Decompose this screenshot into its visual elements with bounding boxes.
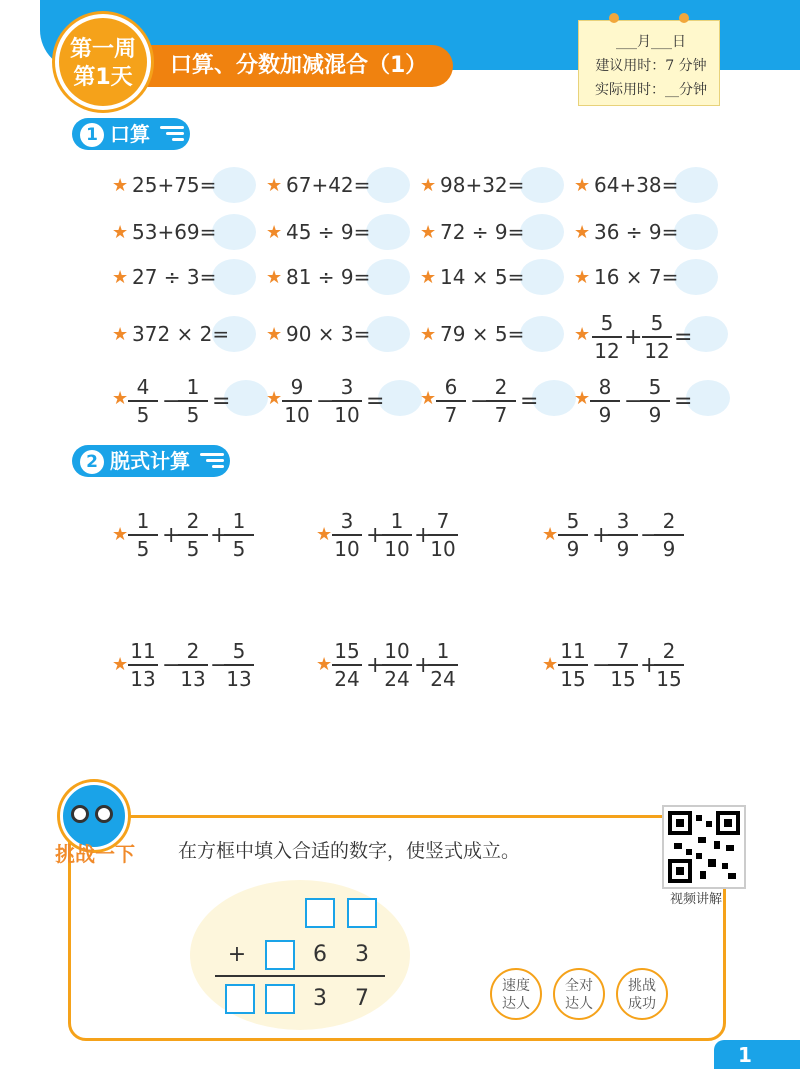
answer-blob <box>674 259 718 295</box>
star-icon: ★ <box>112 654 129 675</box>
fraction <box>592 312 622 362</box>
denominator: 13 <box>226 667 252 691</box>
numerator: 10 <box>382 640 412 666</box>
star-icon: ★ <box>542 654 559 675</box>
fraction <box>178 640 208 690</box>
star-icon: ★ <box>112 175 129 196</box>
denominator: 13 <box>180 667 206 691</box>
operator: − <box>640 523 659 548</box>
answer-blob <box>674 167 718 203</box>
fraction <box>128 376 158 426</box>
star-icon: ★ <box>574 175 591 196</box>
fraction <box>608 510 638 560</box>
denominator: 10 <box>430 537 456 561</box>
answer-blob <box>520 167 564 203</box>
note-suggest: 建议用时：7 分钟 <box>595 58 707 74</box>
page-title: 口算、分数加减混合（1） <box>120 45 453 87</box>
answer-blob <box>212 167 256 203</box>
denominator: 7 <box>494 403 508 427</box>
denominator: 10 <box>384 537 410 561</box>
numerator: 1 <box>382 510 412 536</box>
problem: 79 × 5= <box>440 322 525 346</box>
challenge-instruction: 在方框中填入合适的数字，使竖式成立。 <box>178 840 521 862</box>
star-icon: ★ <box>266 388 283 409</box>
numerator: 3 <box>608 510 638 536</box>
star-icon: ★ <box>574 267 591 288</box>
answer-blob <box>366 214 410 250</box>
numerator: 9 <box>282 376 312 402</box>
numerator: 1 <box>224 510 254 536</box>
numerator: 5 <box>558 510 588 536</box>
denominator: 5 <box>186 537 200 561</box>
star-icon: ★ <box>266 267 283 288</box>
problem: 90 × 3= <box>286 322 371 346</box>
star-icon: ★ <box>266 175 283 196</box>
star-icon: ★ <box>574 324 591 345</box>
problem: 372 × 2= <box>132 322 230 346</box>
denominator: 15 <box>560 667 586 691</box>
fraction <box>178 376 208 426</box>
denominator: 12 <box>644 339 670 363</box>
star-icon: ★ <box>316 654 333 675</box>
fraction <box>128 640 158 690</box>
operator: + <box>366 523 385 548</box>
denominator: 24 <box>334 667 360 691</box>
operator: + <box>162 523 181 548</box>
numerator: 5 <box>592 312 622 338</box>
week-day-badge <box>55 14 151 110</box>
problem: 27 ÷ 3= <box>132 265 217 289</box>
qr-code-icon[interactable] <box>662 805 746 889</box>
answer-blob <box>212 259 256 295</box>
pin-icon <box>609 13 619 23</box>
fraction <box>558 510 588 560</box>
numerator: 1 <box>128 510 158 536</box>
numerator: 4 <box>128 376 158 402</box>
fraction <box>128 510 158 560</box>
star-icon: ★ <box>112 524 129 545</box>
problem: 53+69= <box>132 220 217 244</box>
sum-line <box>215 975 385 977</box>
challenge-label: 挑战一下 <box>55 842 135 866</box>
fraction <box>608 640 638 690</box>
badge-week: 第一周 <box>69 37 136 62</box>
denominator: 5 <box>136 403 150 427</box>
fraction <box>332 510 362 560</box>
denominator: 15 <box>656 667 682 691</box>
denominator: 12 <box>594 339 620 363</box>
award-badge <box>616 968 668 1020</box>
time-note <box>578 20 720 106</box>
equals: = <box>674 389 693 414</box>
operator: + <box>414 653 433 678</box>
answer-box[interactable] <box>265 984 295 1014</box>
numerator: 7 <box>428 510 458 536</box>
award-line1: 全对 <box>565 978 593 994</box>
operator: − <box>162 389 181 414</box>
answer-box[interactable] <box>265 940 295 970</box>
denominator: 24 <box>430 667 456 691</box>
numerator: 2 <box>654 640 684 666</box>
numerator: 8 <box>590 376 620 402</box>
star-icon: ★ <box>574 388 591 409</box>
problem: 16 × 7= <box>594 265 679 289</box>
answer-blob <box>520 316 564 352</box>
numerator: 5 <box>642 312 672 338</box>
fraction <box>332 376 362 426</box>
digit: 3 <box>313 986 327 1011</box>
star-icon: ★ <box>266 222 283 243</box>
numerator: 2 <box>178 640 208 666</box>
denominator: 9 <box>616 537 630 561</box>
denominator: 10 <box>284 403 310 427</box>
operator: + <box>640 653 659 678</box>
fraction <box>436 376 466 426</box>
star-icon: ★ <box>420 175 437 196</box>
fraction <box>178 510 208 560</box>
numerator: 5 <box>224 640 254 666</box>
award-badge <box>490 968 542 1020</box>
numerator: 5 <box>640 376 670 402</box>
numerator: 1 <box>178 376 208 402</box>
star-icon: ★ <box>316 524 333 545</box>
section-heading-steps <box>72 445 230 477</box>
star-icon: ★ <box>112 388 129 409</box>
problem: 36 ÷ 9= <box>594 220 679 244</box>
digit: 6 <box>313 942 327 967</box>
denominator: 5 <box>136 537 150 561</box>
equals: = <box>366 389 385 414</box>
operator: + <box>624 325 643 350</box>
fraction <box>590 376 620 426</box>
badge-day: 第1天 <box>73 65 133 90</box>
fraction <box>640 376 670 426</box>
problem: 98+32= <box>440 173 525 197</box>
answer-blob <box>212 214 256 250</box>
award-line2: 达人 <box>502 996 530 1012</box>
fraction <box>332 640 362 690</box>
award-line2: 成功 <box>628 996 656 1012</box>
fraction <box>224 510 254 560</box>
award-badge <box>553 968 605 1020</box>
numerator: 11 <box>128 640 158 666</box>
fraction <box>486 376 516 426</box>
lines-icon <box>200 453 224 471</box>
numerator: 2 <box>178 510 208 536</box>
numerator: 6 <box>436 376 466 402</box>
numerator: 1 <box>428 640 458 666</box>
star-icon: ★ <box>420 222 437 243</box>
fraction <box>654 640 684 690</box>
fraction <box>428 510 458 560</box>
plus-sign: + <box>227 942 247 967</box>
answer-blob <box>366 259 410 295</box>
problem: 72 ÷ 9= <box>440 220 525 244</box>
denominator: 15 <box>610 667 636 691</box>
numerator: 11 <box>558 640 588 666</box>
section-number: 1 <box>80 123 104 147</box>
operator: − <box>592 653 611 678</box>
numerator: 2 <box>654 510 684 536</box>
answer-box[interactable] <box>347 898 377 928</box>
section-number: 2 <box>80 450 104 474</box>
answer-box[interactable] <box>305 898 335 928</box>
problem: 45 ÷ 9= <box>286 220 371 244</box>
award-line1: 挑战 <box>628 978 656 994</box>
note-date: ___月___日 <box>616 34 686 50</box>
award-line2: 达人 <box>565 996 593 1012</box>
equals: = <box>674 325 693 350</box>
section-label: 脱式计算 <box>110 449 190 473</box>
section-label: 口算 <box>110 122 150 146</box>
numerator: 3 <box>332 510 362 536</box>
denominator: 7 <box>444 403 458 427</box>
equals: = <box>212 389 231 414</box>
problem: 81 ÷ 9= <box>286 265 371 289</box>
note-actual: 实际用时：__分钟 <box>595 82 707 98</box>
fraction <box>558 640 588 690</box>
problem: 25+75= <box>132 173 217 197</box>
denominator: 9 <box>598 403 612 427</box>
denominator: 9 <box>662 537 676 561</box>
answer-blob <box>366 167 410 203</box>
answer-blob <box>224 380 268 416</box>
numerator: 3 <box>332 376 362 402</box>
denominator: 13 <box>130 667 156 691</box>
problem: 64+38= <box>594 173 679 197</box>
numerator: 2 <box>486 376 516 402</box>
operator: − <box>316 389 335 414</box>
answer-blob <box>520 214 564 250</box>
fraction <box>642 312 672 362</box>
denominator: 10 <box>334 403 360 427</box>
answer-blob <box>686 380 730 416</box>
operator: − <box>162 653 181 678</box>
page-number: 1 <box>714 1040 800 1069</box>
operator: + <box>210 523 229 548</box>
fraction <box>382 510 412 560</box>
answer-blob <box>366 316 410 352</box>
star-icon: ★ <box>112 222 129 243</box>
star-icon: ★ <box>542 524 559 545</box>
denominator: 9 <box>648 403 662 427</box>
qr-label: 视频讲解 <box>670 892 723 907</box>
pin-icon <box>679 13 689 23</box>
operator: − <box>210 653 229 678</box>
fraction <box>224 640 254 690</box>
answer-blob <box>532 380 576 416</box>
problem: 67+42= <box>286 173 371 197</box>
answer-box[interactable] <box>225 984 255 1014</box>
operator: − <box>624 389 643 414</box>
answer-blob <box>520 259 564 295</box>
numerator: 7 <box>608 640 638 666</box>
fraction <box>382 640 412 690</box>
section-heading-mental <box>72 118 190 150</box>
star-icon: ★ <box>420 324 437 345</box>
answer-blob <box>674 214 718 250</box>
fraction <box>282 376 312 426</box>
numerator: 15 <box>332 640 362 666</box>
operator: + <box>414 523 433 548</box>
star-icon: ★ <box>112 324 129 345</box>
denominator: 5 <box>186 403 200 427</box>
star-icon: ★ <box>574 222 591 243</box>
operator: + <box>366 653 385 678</box>
denominator: 10 <box>334 537 360 561</box>
fraction <box>428 640 458 690</box>
denominator: 5 <box>232 537 246 561</box>
award-line1: 速度 <box>502 978 530 994</box>
operator: − <box>470 389 489 414</box>
digit: 7 <box>355 986 369 1011</box>
star-icon: ★ <box>420 267 437 288</box>
star-icon: ★ <box>420 388 437 409</box>
denominator: 9 <box>566 537 580 561</box>
lines-icon <box>160 126 184 144</box>
digit: 3 <box>355 942 369 967</box>
star-icon: ★ <box>112 267 129 288</box>
fraction <box>654 510 684 560</box>
problem: 14 × 5= <box>440 265 525 289</box>
operator: + <box>592 523 611 548</box>
equals: = <box>520 389 539 414</box>
denominator: 24 <box>384 667 410 691</box>
star-icon: ★ <box>266 324 283 345</box>
answer-blob <box>378 380 422 416</box>
